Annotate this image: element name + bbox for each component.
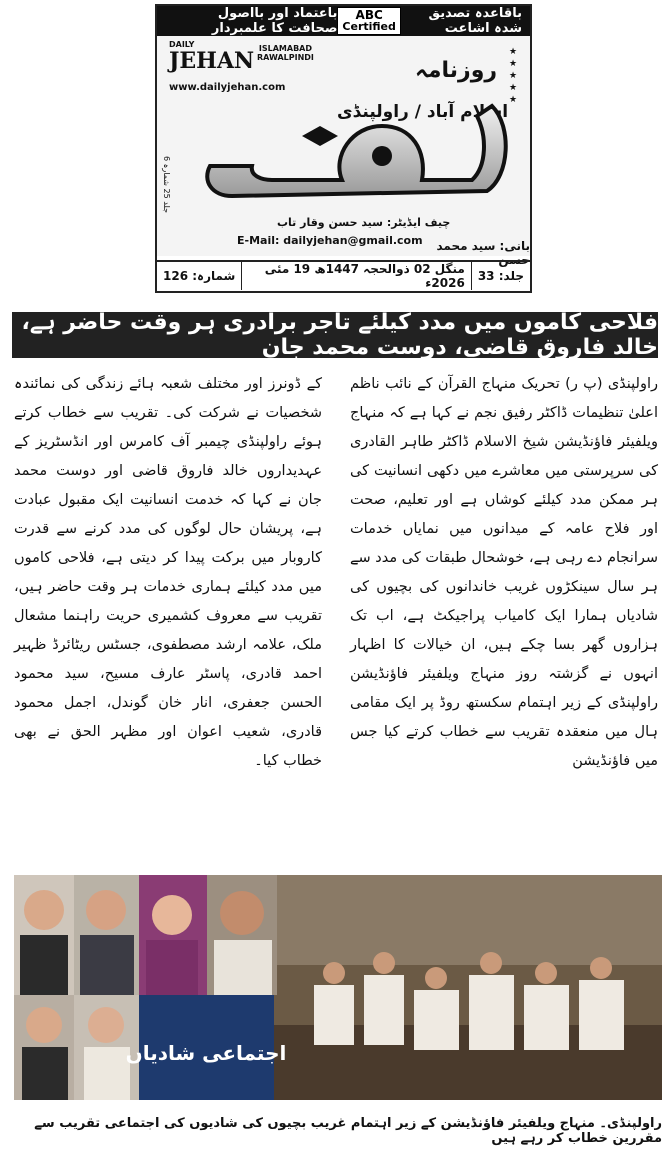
founder-name: بانی: سید محمد حسن	[436, 239, 530, 267]
masthead-top-bar	[157, 6, 530, 36]
logo-area	[157, 36, 530, 267]
article-column-left: کے ڈونرز اور مختلف شعبہ ہائے زندگی کی نمائندہ شخصیات نے شرکت کی۔ تقریب سے خطاب کرتے ہوئے راولپنڈی چیمبر آف کامرس اور انڈسٹریز کے عہدیداروں خالد فاروق قاضی اور دوست محمد جان نے کہا کہ خدمت انسانیت ایک مقبول عبادت ہے، پریشان حال لوگوں کی مدد کرنے سے قدرت کاروبار میں برکت پیدا کر دیتی ہے، فلاحی کاموں میں مدد کیلئے ہماری خدمات ہر وقت حاضر ہیں، تقریب سے معروف کشمیری حریت راہنما مشعال ملک، علامہ ارشد مصطفوی، جسٹس ریٹائرڈ ظہیر احمد قادری، پاسٹر عارف مسیح، سید محمود الحسن جعفری، انار خان گوندل، اجمل محمود قادری، شعیب اعوان اور مظہر الحق نے بھی خطاب کیا۔	[14, 376, 322, 769]
city-rawalpindi: RAWALPINDI	[257, 53, 314, 62]
chief-editor: چیف ایڈیٹر: سید حسن وقار تاب	[277, 216, 451, 229]
roznama-label: روزنامہ	[415, 58, 498, 83]
top-right-tagline: باقاعدہ تصدیق شدہ اشاعت	[428, 6, 522, 36]
article-column-right: راولپنڈی (پ ر) تحریک منہاج القرآن کے نائب ناظم اعلیٰ تنظیمات ڈاکٹر رفیق نجم نے کہا ہے کہ منہاج ویلفیئر فاؤنڈیشن شیخ الاسلام ڈاکٹر طاہر القادری کی سرپرستی میں معاشرے میں دکھی انسانیت کی ہر ممکن مدد کیلئے کوشاں ہے اور تعلیم، صحت اور فلاح عامہ کے میدانوں میں نمایاں خدمات سرانجام دے رہی ہے، خوشحال طبقات کی مدد سے ہر سال سینکڑوں غریب خاندانوں کی بچیوں کی شادیاں ہمارا ایک کامیاب پراجیکٹ ہے، اب تک ہزاروں گھر بسا چکے ہیں، ان خیالات کا اظہار انہوں نے گزشتہ روز منہاج ویلفیئر فاؤنڈیشن راولپنڈی کے زیر اہتمام سکستھ روڈ پر ایک مقامی ہال میں منعقدہ تقریب سے خطاب کرتے کیا جس میں فاؤنڈیشن	[350, 376, 658, 769]
dateline	[157, 260, 530, 290]
issue-date: منگل 02 ذوالحجہ 1447ھ 19 مئی 2026ء	[241, 262, 470, 290]
photo-caption: راولپنڈی۔ منہاج ویلفیئر فاؤنڈیشن کے زیر اہتمام غریب بچیوں کی شادیوں کی اجتماعی تقریب سے مقررین خطاب کر رہے ہیں	[34, 1116, 662, 1146]
abc-certified-badge	[337, 7, 400, 35]
event-photo	[14, 875, 662, 1100]
volume-side-text: جلد 25 شمارہ 6	[162, 156, 171, 214]
urdu-cities: اسلام آباد / راولپنڈی	[337, 102, 509, 122]
event-photo-illustration	[14, 875, 662, 1100]
article-headline: فلاحی کاموں میں مدد کیلئے تاجر برادری ہر وقت حاضر ہے، خالد فاروق قاضی، دوست محمد جان	[12, 312, 658, 358]
daily-label: DAILY	[169, 40, 195, 49]
website-url: www.dailyjehan.com	[169, 82, 286, 93]
email-address: E-Mail: dailyjehan@gmail.com	[237, 234, 423, 247]
banner-text: اجتماعی شادیاں	[125, 1041, 287, 1065]
top-left-tagline: باعتماد اور بااصول صحافت کا علمبردار	[211, 6, 338, 36]
masthead	[155, 4, 532, 293]
abc-label: ABC	[355, 8, 383, 22]
english-name: JEHAN	[169, 48, 255, 74]
jehan-logo-text: جہان	[355, 204, 359, 205]
abc-certified-label: Certified	[342, 20, 396, 33]
jehan-logo	[192, 96, 522, 216]
volume-number: جلد: 33	[471, 262, 530, 290]
english-cities	[257, 44, 314, 62]
issue-number: شمارہ: 126	[163, 269, 236, 283]
stars-icon: ★ ★ ★ ★ ★	[509, 47, 518, 105]
city-islamabad: ISLAMABAD	[258, 44, 312, 53]
